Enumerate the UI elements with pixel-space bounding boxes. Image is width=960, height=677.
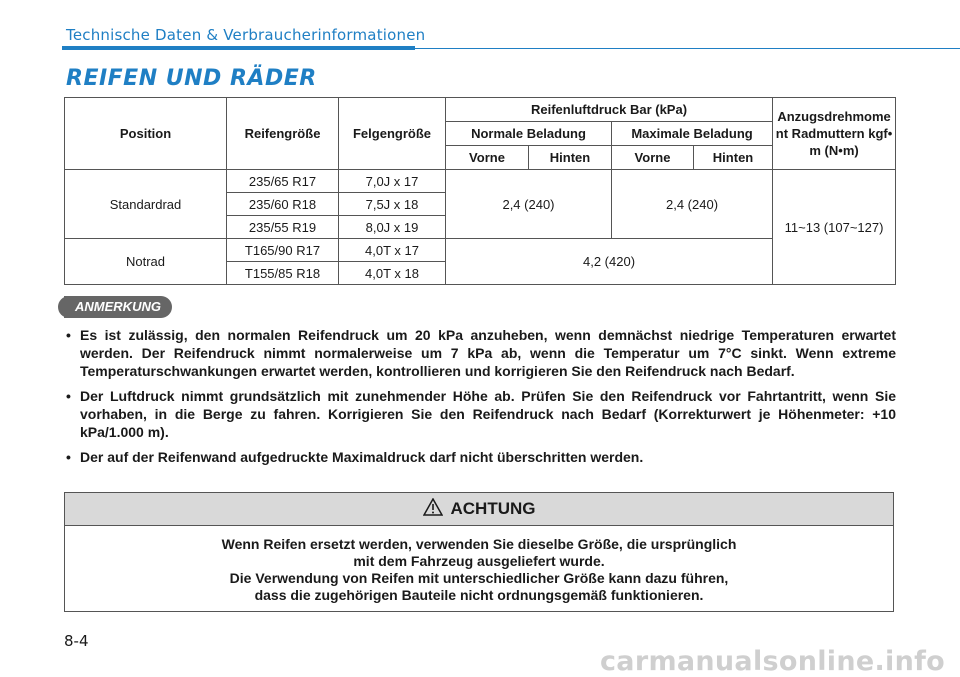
caution-line: dass die zugehörigen Bauteile nicht ordnungsgemäß funktionieren.	[254, 587, 704, 603]
cell-felge: 4,0T x 18	[339, 262, 446, 285]
header-maximale-beladung: Maximale Beladung	[612, 122, 773, 146]
row-label-notrad: Notrad	[65, 239, 227, 285]
list-item: • Der auf der Reifenwand aufgedruckte Maximaldruck darf nicht überschritten werden.	[66, 448, 896, 466]
cell-maximale-standard: 2,4 (240)	[612, 170, 773, 239]
header-reifenluftdruck: Reifenluftdruck Bar (kPa)	[446, 98, 773, 122]
cell-felge: 4,0T x 17	[339, 239, 446, 262]
cell-felge: 7,5J x 18	[339, 193, 446, 216]
table-row	[65, 239, 896, 262]
caution-title: ACHTUNG	[450, 499, 536, 518]
note-list	[66, 326, 896, 473]
header-reifengroesse: Reifengröße	[227, 98, 339, 170]
cell-reifen: 235/55 R19	[227, 216, 339, 239]
watermark: carmanualsonline.info	[600, 646, 946, 677]
caution-header	[65, 493, 893, 526]
caution-body	[65, 526, 893, 604]
header-hinten-maximal: Hinten	[694, 146, 773, 170]
header-normale-beladung: Normale Beladung	[446, 122, 612, 146]
list-item: • Es ist zulässig, den normalen Reifendruck um 20 kPa anzuheben, wenn demnächst niedrige Temperaturen erwartet werden. Der Reifendruck nimmt normalerweise um 7 kPa ab, wenn die Temperatur um 7°C sinkt. Wenn extreme Temperaturschwankungen erwartet werden, kontrollieren und korrigieren Sie den Reifendruck nach Bedarf.	[66, 326, 896, 380]
tire-spec-table	[64, 97, 896, 285]
caution-line: mit dem Fahrzeug ausgeliefert wurde.	[353, 553, 605, 569]
header-position: Position	[65, 98, 227, 170]
warning-triangle-icon	[423, 498, 443, 521]
table-row	[65, 170, 896, 193]
cell-felge: 8,0J x 19	[339, 216, 446, 239]
caution-line: Wenn Reifen ersetzt werden, verwenden Sie dieselbe Größe, die ursprünglich	[221, 536, 737, 552]
header-felgengroesse: Felgengröße	[339, 98, 446, 170]
header-hinten-normal: Hinten	[529, 146, 612, 170]
cell-reifen: 235/60 R18	[227, 193, 339, 216]
note-badge: ANMERKUNG	[64, 296, 172, 318]
caution-box	[64, 492, 894, 612]
cell-druck-notrad: 4,2 (420)	[446, 239, 773, 285]
header-vorne-normal: Vorne	[446, 146, 529, 170]
cell-drehmoment: 11~13 (107~127)	[773, 170, 896, 285]
header-rule-thin	[415, 48, 960, 49]
page-number: 8-4	[64, 632, 89, 650]
header-rule-thick	[62, 46, 415, 50]
header-vorne-maximal: Vorne	[612, 146, 694, 170]
chapter-title: Technische Daten & Verbraucherinformationen	[66, 26, 426, 44]
list-item: • Der Luftdruck nimmt grundsätzlich mit zunehmender Höhe ab. Prüfen Sie den Reifendruck vor Fahrtantritt, wenn Sie vorhaben, in die Berge zu fahren. Korrigieren Sie den Reifendruck nach Bedarf (Korrekturwert je Höhenmeter: +10 kPa/1.000 m).	[66, 387, 896, 441]
section-title: REIFEN UND RÄDER	[66, 66, 317, 91]
row-label-standardrad: Standardrad	[65, 170, 227, 239]
header-anzugsdrehmoment: Anzugsdrehmoment Radmuttern kgf•m (N•m)	[773, 98, 896, 170]
cell-normale-standard: 2,4 (240)	[446, 170, 612, 239]
cell-felge: 7,0J x 17	[339, 170, 446, 193]
cell-reifen: T165/90 R17	[227, 239, 339, 262]
caution-line: Die Verwendung von Reifen mit unterschiedlicher Größe kann dazu führen,	[229, 570, 729, 586]
cell-reifen: 235/65 R17	[227, 170, 339, 193]
cell-reifen: T155/85 R18	[227, 262, 339, 285]
